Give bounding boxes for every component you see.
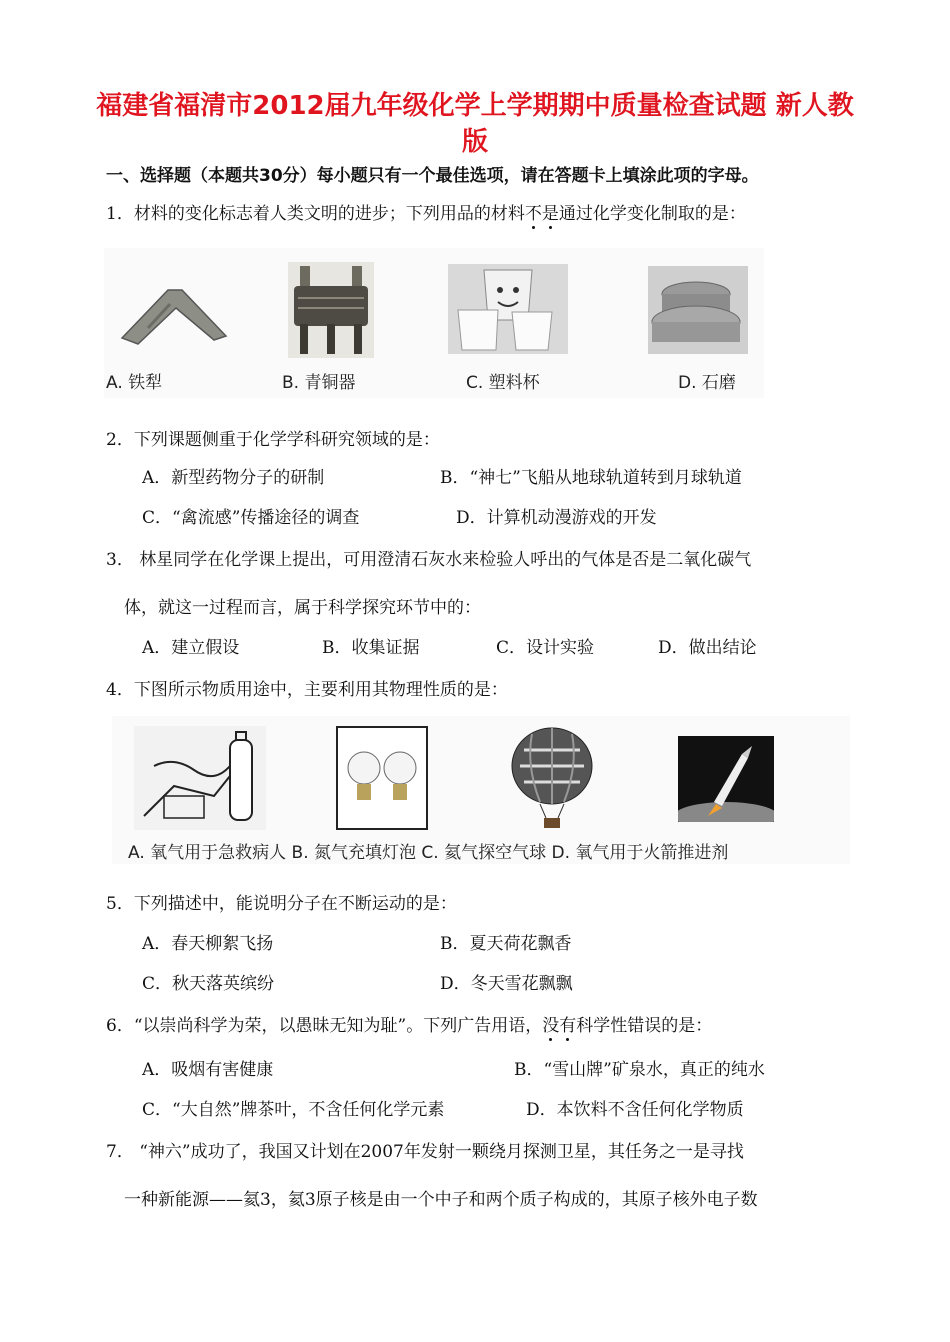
q6-emphasis-2: 有 [559, 1016, 577, 1036]
q4-stem: 4．下图所示物质用途中，主要利用其物理性质的是： [106, 680, 508, 700]
oxygen-patient-image [134, 726, 266, 830]
section-1-heading: 一、选择题（本题共30分）每小题只有一个最佳选项，请在答题卡上填涂此项的字母。 [106, 166, 759, 186]
q6-option-d: D．本饮料不含任何化学物质 [526, 1100, 744, 1120]
q6-stem-pre: 6．“以崇尚科学为荣，以愚昧无知为耻”。下列广告用语， [106, 1016, 543, 1036]
q3-option-d: D．做出结论 [658, 638, 757, 658]
hot-air-balloon-image [504, 726, 600, 830]
q2-stem: 2．下列课题侧重于化学学科研究领域的是： [106, 430, 440, 450]
q6-stem [106, 1014, 712, 1038]
q3-option-a: A．建立假设 [142, 638, 240, 658]
q2-option-b: B．“神七”飞船从地球轨道转到月球轨道 [440, 468, 742, 488]
q1-stem-pre: 1．材料的变化标志着人类文明的进步；下列用品的材料 [106, 204, 525, 224]
q4-caption: A. 氧气用于急救病人 B. 氮气充填灯泡 C. 氦气探空气球 D. 氧气用于火箭推进剂 [128, 843, 729, 863]
q1-caption-d: D. 石磨 [678, 373, 736, 393]
q1-figure [104, 248, 764, 398]
q6-emphasis-1: 没 [542, 1016, 560, 1036]
rocket-launch-image [678, 736, 774, 822]
q5-option-a: A．春天柳絮飞扬 [142, 934, 274, 954]
q6-option-a: A．吸烟有害健康 [142, 1060, 274, 1080]
q6-stem-post: 科学性错误的是： [576, 1016, 713, 1036]
q6-option-b: B．“雪山牌”矿泉水，真正的纯水 [514, 1060, 765, 1080]
q1-caption-c: C. 塑料杯 [466, 373, 540, 393]
exam-title [90, 88, 860, 160]
q1-emphasis-1: 不 [524, 204, 542, 224]
bronze-ding-image [288, 262, 374, 358]
q1-emphasis-2: 是 [541, 204, 559, 224]
q7-stem-line-2: 一种新能源——氦3，氦3原子核是由一个中子和两个质子构成的，其原子核外电子数 [124, 1190, 758, 1210]
iron-plough-image [118, 278, 230, 348]
q5-option-d: D．冬天雪花飘飘 [440, 974, 573, 994]
title-line-1: 福建省福清市2012届九年级化学上学期期中质量检查试题 新人教 [96, 91, 854, 121]
q2-option-c: C．“禽流感”传播途径的调查 [142, 508, 360, 528]
q6-option-c: C．“大自然”牌茶叶，不含任何化学元素 [142, 1100, 445, 1120]
plastic-cups-image [448, 264, 568, 354]
q5-option-c: C．秋天落英缤纷 [142, 974, 275, 994]
q1-caption-b: B. 青铜器 [282, 373, 356, 393]
q5-option-b: B．夏天荷花飘香 [440, 934, 572, 954]
q3-option-c: C．设计实验 [496, 638, 595, 658]
q3-option-b: B．收集证据 [322, 638, 420, 658]
stone-mill-image [648, 266, 748, 354]
q3-stem-line-1: 3． 林星同学在化学课上提出，可用澄清石灰水来检验人呼出的气体是否是二氧化碳气 [106, 550, 752, 570]
q1-caption-a: A. 铁犁 [106, 373, 163, 393]
title-line-2: 版 [461, 127, 488, 157]
q5-stem: 5．下列描述中，能说明分子在不断运动的是： [106, 894, 457, 914]
q1-stem [106, 202, 746, 226]
q4-figure [112, 716, 850, 864]
q7-stem-line-1: 7． “神六”成功了，我国又计划在2007年发射一颗绕月探测卫星，其任务之一是寻找 [106, 1142, 744, 1162]
q2-option-d: D．计算机动漫游戏的开发 [456, 508, 657, 528]
q3-stem-line-2: 体，就这一过程而言，属于科学探究环节中的： [124, 598, 481, 618]
q2-option-a: A．新型药物分子的研制 [142, 468, 325, 488]
q1-stem-post: 通过化学变化制取的是： [558, 204, 746, 224]
light-bulbs-image [336, 726, 428, 830]
